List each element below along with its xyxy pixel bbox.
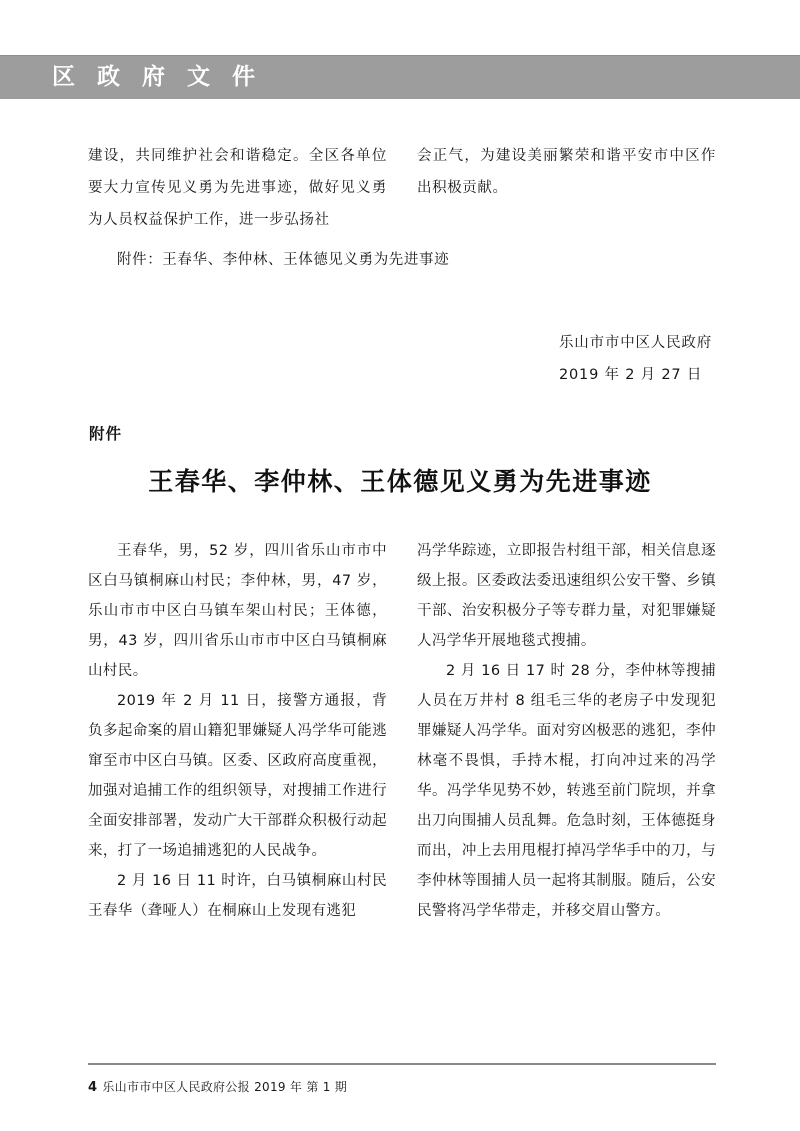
paragraph: 2 月 16 日 17 时 28 分，李仲林等搜捕人员在万井村 8 组毛三华的老房子中发现犯罪嫌疑人冯学华。面对穷凶极恶的逃犯，李仲林毫不畏惧，手持木棍，打向冲过来的冯学华。冯学华见势不妙，转逃至前门院坝，并拿出刀向围捕人员乱舞。危急时刻，王体德挺身而出，冲上去用甩棍打掉冯学华手中的刀，与李仲林等围捕人员一起将其制服。随后，公安民警将冯学华带走，并移交眉山警方。: [417, 663, 716, 919]
continuation-right-paragraph: 会正气，为建设美丽繁荣和谐平安市中区作出积极贡献。: [417, 148, 716, 196]
continuation-left-paragraph: 建设，共同维护社会和谐稳定。全区各单位要大力宣传见义勇为先进事迹，做好见义勇为人员权益保护工作，进一步弘扬社: [88, 148, 387, 228]
footer-divider: [88, 1063, 716, 1065]
continuation-right-column: [417, 140, 716, 236]
attachment-note: 附件：王春华、李仲林、王体德见义勇为先进事迹: [117, 252, 450, 268]
continuation-left-column: [88, 140, 387, 236]
header-band-top-line: [0, 55, 800, 56]
attachment-title: 王春华、李仲林、王体德见义勇为先进事迹: [148, 467, 652, 496]
attachment-left-column: [88, 536, 387, 926]
paragraph: 冯学华踪迹，立即报告村组干部，相关信息逐级上报。区委政法委迅速组织公安干警、乡镇干部、治安积极分子等专群力量，对犯罪嫌疑人冯学华开展地毯式搜捕。: [417, 543, 716, 649]
footer: [88, 1078, 347, 1095]
signature-issuer: 乐山市市中区人民政府: [559, 335, 712, 351]
attachment-body: [88, 536, 716, 926]
signature-date: 2019 年 2 月 27 日: [559, 367, 703, 383]
continuation-text: [88, 140, 716, 236]
footer-page-number: 4: [88, 1080, 98, 1095]
signature-block: [559, 327, 712, 391]
paragraph: 2 月 16 日 11 时许，白马镇桐麻山村民王春华（聋哑人）在桐麻山上发现有逃犯: [88, 873, 387, 919]
attachment-label: 附件: [89, 425, 123, 443]
paragraph: 2019 年 2 月 11 日，接警方通报，背负多起命案的眉山籍犯罪嫌疑人冯学华可能逃窜至市中区白马镇。区委、区政府高度重视，加强对追捕工作的组织领导，对搜捕工作进行全面安排部署，发动广大干部群众积极行动起来，打了一场追捕逃犯的人民战争。: [88, 693, 387, 859]
header-title: 区 政 府 文 件: [52, 64, 263, 90]
paragraph: 王春华，男，52 岁，四川省乐山市市中区白马镇桐麻山村民；李仲林，男，47 岁，乐山市市中区白马镇车架山村民；王体德，男，43 岁，四川省乐山市市中区白马镇桐麻山村民。: [88, 543, 387, 679]
footer-text: 乐山市市中区人民政府公报 2019 年 第 1 期: [102, 1080, 348, 1094]
attachment-right-column: [417, 536, 716, 926]
